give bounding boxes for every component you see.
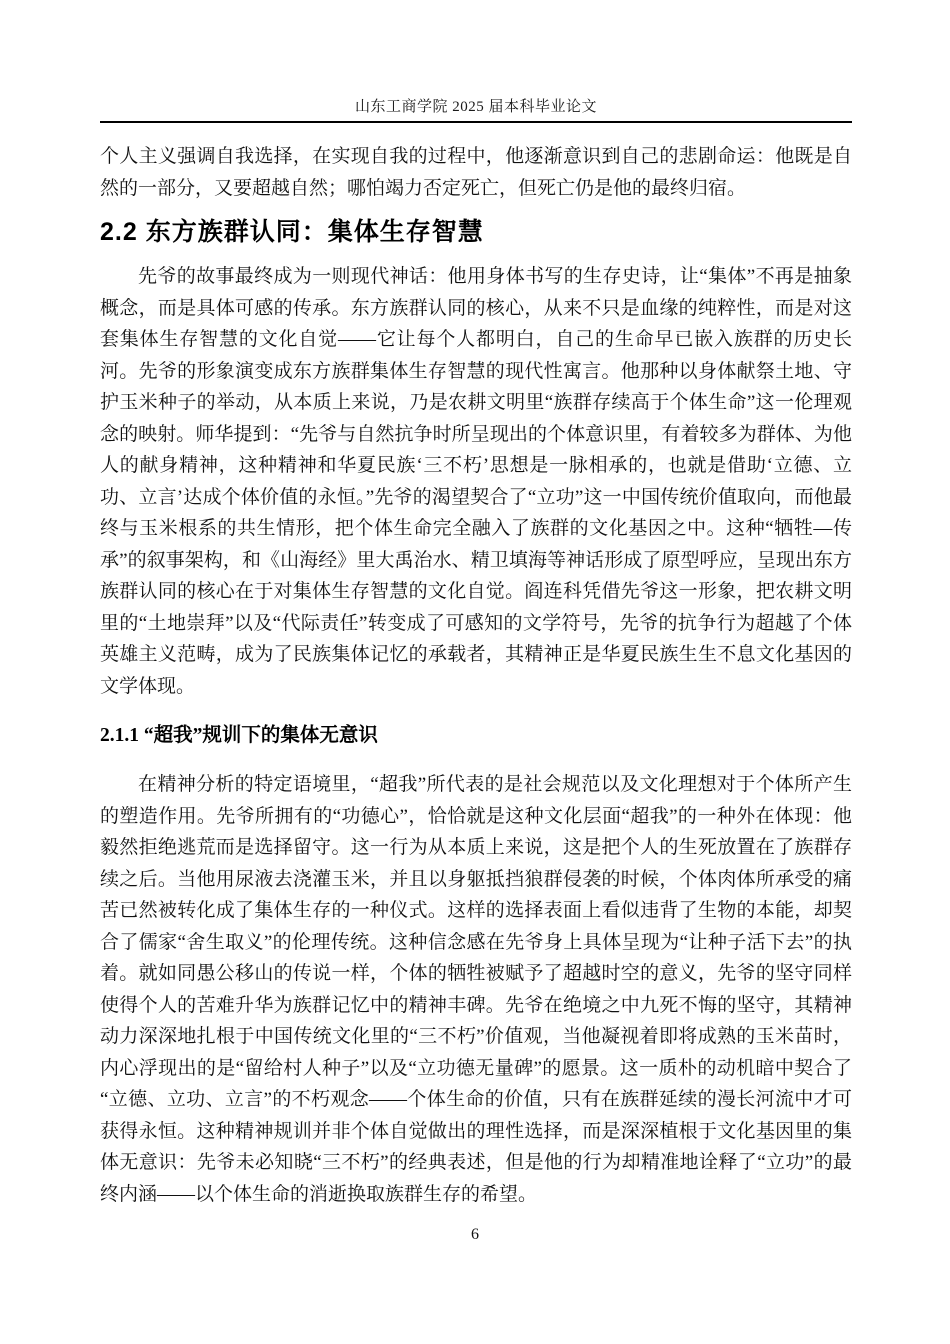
paragraph-eastern-group-identity: 先爷的故事最终成为一则现代神话：他用身体书写的生存史诗，让“集体”不再是抽象概念，而是具体可感的传承。东方族群认同的核心，从来不只是血缘的纯粹性，而是对这套集体生存智慧的文化自觉——它让每个人都明白，自己的生命早已嵌入族群的历史长河。先爷的形象演变成东方族群集体生存智慧的现代性寓言。他那种以身体献祭土地、守护玉米种子的举动，从本质上来说，乃是农耕文明里“族群存续高于个体生命”这一伦理观念的映射。师华提到：“先爷与自然抗争时所呈现出的个体意识里，有着较多为群体、为他人的献身精神，这种精神和华夏民族‘三不朽’思想是一脉相承的，也就是借助‘立德、立功、立言’达成个体价值的永恒。”先爷的渴望契合了“立功”这一中国传统价值取向，而他最终与玉米根系的共生情形，把个体生命完全融入了族群的文化基因之中。这种“牺牲—传承”的叙事架构，和《山海经》里大禹治水、精卫填海等神话形成了原型呼应，呈现出东方族群认同的核心在于对集体生存智慧的文化自觉。阎连科凭借先爷这一形象，把农耕文明里的“土地崇拜”以及“代际责任”转变成了可感知的文学符号，先爷的抗争行为超越了个体英雄主义范畴，成为了民族集体记忆的承载者，其精神正是华夏民族生生不息文化基因的文学体现。 — [100, 266, 852, 697]
page-footer — [0, 1224, 950, 1246]
page-number: 6 — [471, 1226, 479, 1243]
paragraph-individualism-continuation: 个人主义强调自我选择，在实现自我的过程中，他逐渐意识到自己的悲剧命运：他既是自然的一部分，又要超越自然；哪怕竭力否定死亡，但死亡仍是他的最终归宿。 — [100, 146, 852, 199]
section-heading-2-2: 2.2 东方族群认同：集体生存智慧 — [100, 218, 484, 246]
subsection-heading-2-1-1: 2.1.1 “超我”规训下的集体无意识 — [100, 725, 378, 746]
page-header — [100, 97, 852, 123]
page-content — [100, 141, 852, 1210]
page-header-title: 山东工商学院 2025 届本科毕业论文 — [354, 99, 597, 115]
paragraph-superego-collective-unconscious: 在精神分析的特定语境里，“超我”所代表的是社会规范以及文化理想对于个体所产生的塑造作用。先爷所拥有的“功德心”，恰恰就是这种文化层面“超我”的一种外在体现：他毅然拒绝逃荒而是选择留守。这一行为从本质上来说，这是把个人的生死放置在了族群存续之后。当他用尿液去浇灌玉米，并且以身躯抵挡狼群侵袭的时候，个体肉体所承受的痛苦已然被转化成了集体生存的一种仪式。这样的选择表面上看似违背了生物的本能，却契合了儒家“舍生取义”的伦理传统。这种信念感在先爷身上具体呈现为“让种子活下去”的执着。就如同愚公移山的传说一样，个体的牺牲被赋予了超越时空的意义，先爷的坚守同样使得个人的苦难升华为族群记忆中的精神丰碑。先爷在绝境之中九死不悔的坚守，其精神动力深深地扎根于中国传统文化里的“三不朽”价值观，当他凝视着即将成熟的玉米苗时，内心浮现出的是“留给村人种子”以及“立功德无量碑”的愿景。这一质朴的动机暗中契合了“立德、立功、立言”的不朽观念——个体生命的价值，只有在族群延续的漫长河流中才可获得永恒。这种精神规训并非个体自觉做出的理性选择，而是深深植根于文化基因里的集体无意识：先爷未必知晓“三不朽”的经典表述，但是他的行为却精准地诠释了“立功”的最终内涵——以个体生命的消逝换取族群生存的希望。 — [100, 774, 852, 1205]
